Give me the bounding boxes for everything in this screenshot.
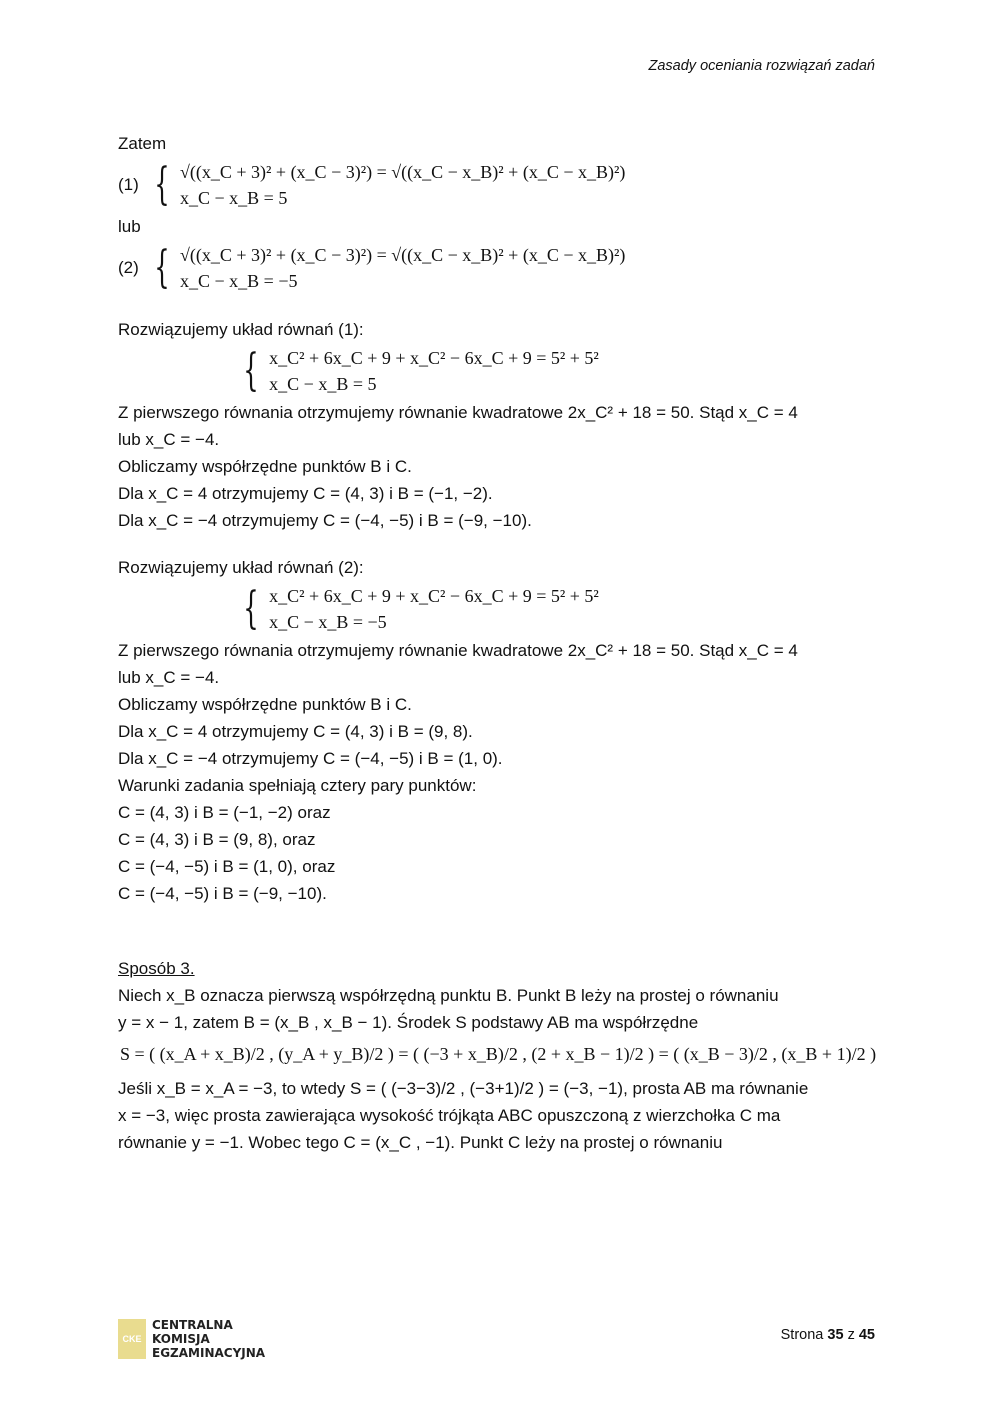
system-body [180,159,625,211]
logo-text [152,1318,265,1360]
paragraph: Warunki zadania spełniają cztery pary punktów: [118,776,477,795]
paragraph: y = x − 1, zatem B = (x_B , x_B − 1). Środek S podstawy AB ma współrzędne [118,1013,699,1032]
point-pair: C = (−4, −5) i B = (−9, −10). [118,884,327,903]
logo-line: CENTRALNA [152,1318,233,1332]
paragraph: Z pierwszego równania otrzymujemy równanie kwadratowe 2x_C² + 18 = 50. Stąd x_C = 4 [118,403,798,422]
paragraph: Z pierwszego równania otrzymujemy równanie kwadratowe 2x_C² + 18 = 50. Stąd x_C = 4 [118,641,798,660]
midpoint-formula: S = ( (x_A + x_B)/2 , (y_A + y_B)/2 ) = ( (−3 + x_B)/2 , (2 + x_B − 1)/2 ) = ( (x_B − 3)/2 , (x_B + 1)/2 ) [119,1044,877,1064]
equation-system-1 [118,159,878,211]
paragraph: Dla x_C = −4 otrzymujemy C = (−4, −5) i B = (−9, −10). [118,511,532,530]
equation: x_C² + 6x_C + 9 + x_C² − 6x_C + 9 = 5² + 5² [269,348,599,368]
page-header: Zasady oceniania rozwiązań zadań [648,58,875,74]
page-number [781,1327,875,1343]
equation: x_C² + 6x_C + 9 + x_C² − 6x_C + 9 = 5² + 5² [269,586,599,606]
document-body [118,130,878,1156]
equation: x_C − x_B = −5 [269,612,387,632]
page-current: 35 [827,1327,844,1343]
page-total: 45 [858,1327,875,1343]
system-label: (2) [118,258,139,277]
logo-line: EGZAMINACYJNA [152,1346,266,1360]
cke-logo-mark: CKE [118,1319,146,1359]
equation-system-solve-2 [118,583,718,635]
equation: x_C − x_B = −5 [180,271,298,291]
system-body [180,242,625,294]
paragraph: Dla x_C = 4 otrzymujemy C = (4, 3) i B = (9, 8). [118,722,473,741]
point-pair: C = (4, 3) i B = (−1, −2) oraz [118,803,331,822]
page-prefix: Strona [780,1327,824,1343]
logo-line: KOMISJA [152,1332,210,1346]
paragraph: lub x_C = −4. [118,668,220,687]
brace-glyph: { [154,242,170,293]
equation: x_C − x_B = 5 [180,188,288,208]
equation-system-solve-1 [118,345,718,397]
equation: √((x_C + 3)² + (x_C − 3)²) = √((x_C − x_B)² + (x_C − x_B)²) [180,162,626,182]
paragraph: lub x_C = −4. [118,430,220,449]
paragraph: Obliczamy współrzędne punktów B i C. [118,695,412,714]
paragraph: równanie y = −1. Wobec tego C = (x_C , −1). Punkt C leży na prostej o równaniu [118,1133,723,1152]
point-pair: C = (−4, −5) i B = (1, 0), oraz [118,857,336,876]
brace-glyph: { [243,345,259,396]
brace-glyph: { [154,159,170,210]
paragraph: Obliczamy współrzędne punktów B i C. [118,457,412,476]
paragraph: x = −3, więc prosta zawierająca wysokość trójkąta ABC opuszczoną z wierzchołka C ma [118,1106,781,1125]
brace-glyph: { [243,583,259,634]
system-label: (1) [118,175,139,194]
system-body [269,345,599,397]
section-heading: Sposób 3. [118,959,195,978]
equation-system-2 [118,242,878,294]
equation: √((x_C + 3)² + (x_C − 3)²) = √((x_C − x_B)² + (x_C − x_B)²) [180,245,626,265]
paragraph: Dla x_C = 4 otrzymujemy C = (4, 3) i B = (−1, −2). [118,484,493,503]
text-zatem: Zatem [118,134,167,153]
paragraph: Rozwiązujemy układ równań (2): [118,558,364,577]
text-lub: lub [118,217,141,236]
paragraph: Dla x_C = −4 otrzymujemy C = (−4, −5) i B = (1, 0). [118,749,503,768]
paragraph: Jeśli x_B = x_A = −3, to wtedy S = ( (−3−3)/2 , (−3+1)/2 ) = (−3, −1), prosta AB ma równanie [118,1079,809,1098]
paragraph: Rozwiązujemy układ równań (1): [118,320,364,339]
point-pair: C = (4, 3) i B = (9, 8), oraz [118,830,316,849]
page-sep: z [847,1327,855,1343]
paragraph: Niech x_B oznacza pierwszą współrzędną punktu B. Punkt B leży na prostej o równaniu [118,986,779,1005]
equation: x_C − x_B = 5 [269,374,377,394]
system-body [269,583,599,635]
footer-logo [118,1318,265,1360]
